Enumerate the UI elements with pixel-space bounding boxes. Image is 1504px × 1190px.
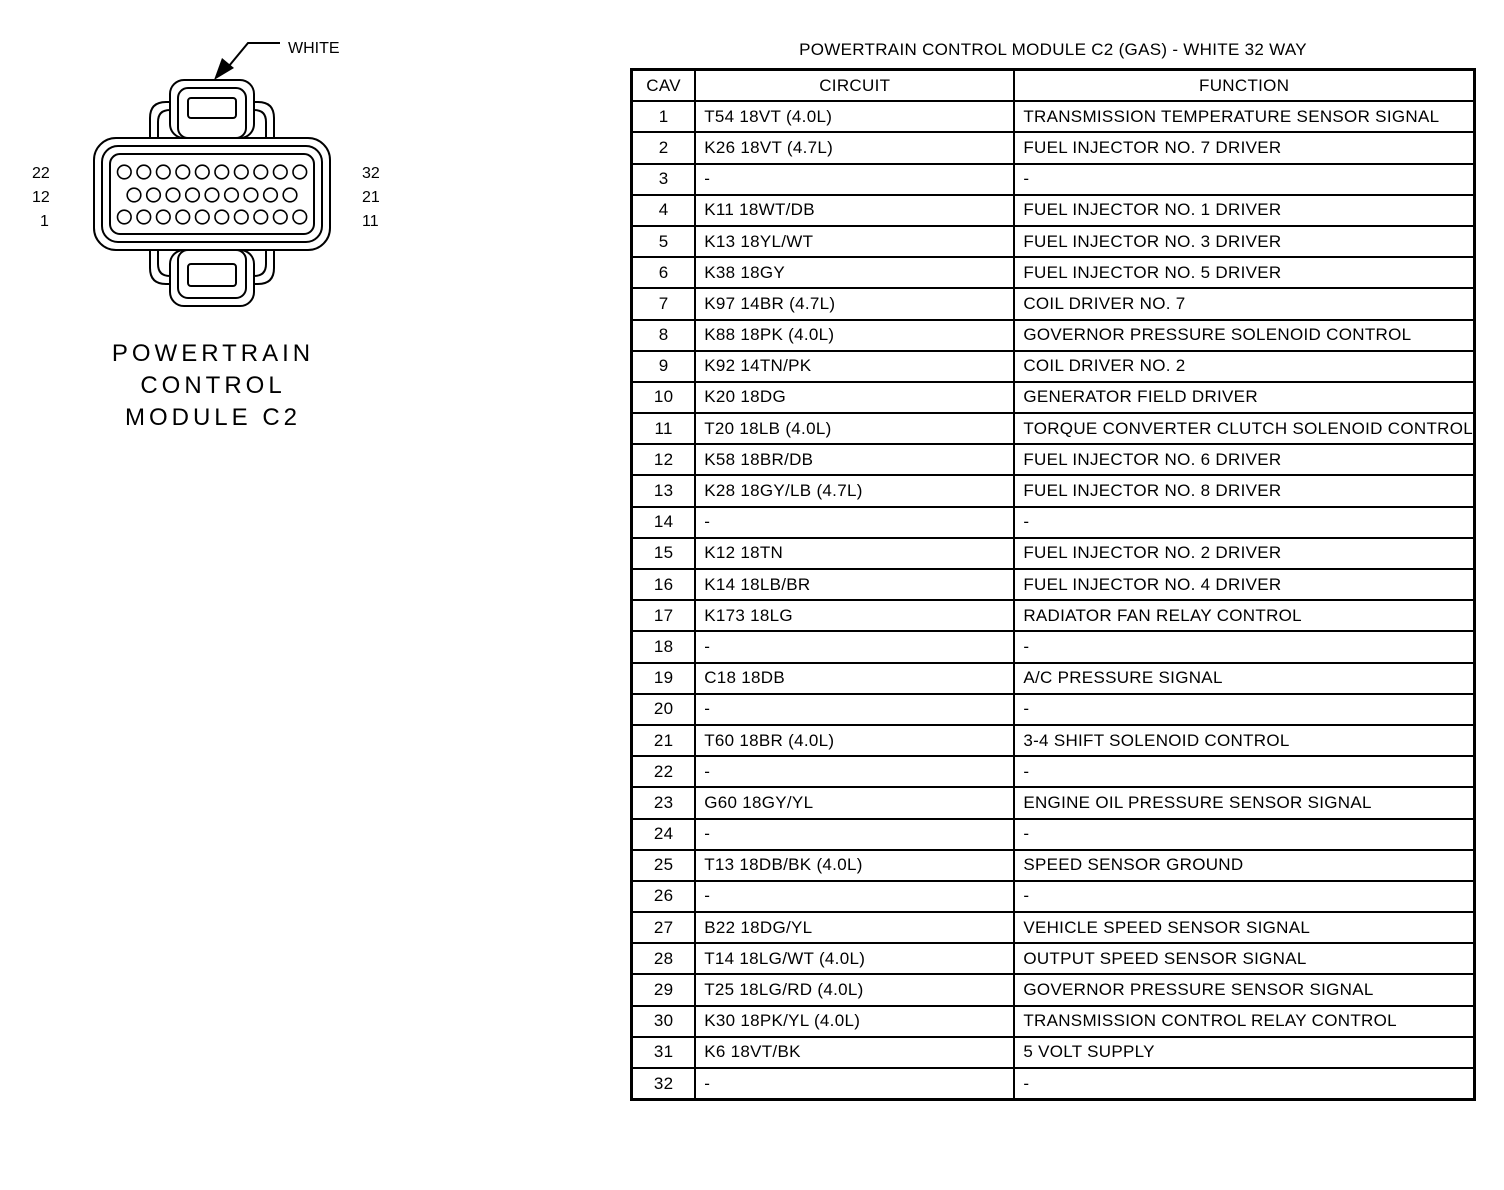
table-row bbox=[632, 756, 1475, 787]
row-labels-right bbox=[362, 165, 380, 230]
cav-cell: 11 bbox=[632, 413, 696, 444]
circuit-cell: K97 14BR (4.7L) bbox=[695, 288, 1014, 319]
function-cell: VEHICLE SPEED SENSOR SIGNAL bbox=[1014, 912, 1474, 943]
cav-cell: 4 bbox=[632, 195, 696, 226]
table-row bbox=[632, 881, 1475, 912]
connector-cavity bbox=[235, 210, 249, 224]
function-cell: SPEED SENSOR GROUND bbox=[1014, 850, 1474, 881]
circuit-cell: G60 18GY/YL bbox=[695, 787, 1014, 818]
function-cell: - bbox=[1014, 881, 1474, 912]
table-row bbox=[632, 694, 1475, 725]
connector-housing bbox=[94, 80, 330, 306]
circuit-cell: K11 18WT/DB bbox=[695, 195, 1014, 226]
table-row bbox=[632, 1068, 1475, 1100]
circuit-cell: K58 18BR/DB bbox=[695, 444, 1014, 475]
table-row bbox=[632, 507, 1475, 538]
circuit-cell: K88 18PK (4.0L) bbox=[695, 320, 1014, 351]
module-name-line-1: POWERTRAIN bbox=[111, 340, 315, 367]
cav-cell: 15 bbox=[632, 538, 696, 569]
cav-cell: 1 bbox=[632, 101, 696, 132]
table-row bbox=[632, 320, 1475, 351]
table-row bbox=[632, 787, 1475, 818]
circuit-cell: K14 18LB/BR bbox=[695, 569, 1014, 600]
function-cell: - bbox=[1014, 507, 1474, 538]
header-cav: CAV bbox=[632, 70, 696, 102]
function-cell: RADIATOR FAN RELAY CONTROL bbox=[1014, 600, 1474, 631]
circuit-cell: T60 18BR (4.0L) bbox=[695, 725, 1014, 756]
table-row bbox=[632, 226, 1475, 257]
cav-cell: 6 bbox=[632, 257, 696, 288]
cav-cell: 22 bbox=[632, 756, 696, 787]
function-cell: FUEL INJECTOR NO. 8 DRIVER bbox=[1014, 475, 1474, 506]
function-cell: - bbox=[1014, 164, 1474, 195]
function-cell: GOVERNOR PRESSURE SENSOR SIGNAL bbox=[1014, 974, 1474, 1005]
circuit-cell: K30 18PK/YL (4.0L) bbox=[695, 1006, 1014, 1037]
circuit-cell: K92 14TN/PK bbox=[695, 351, 1014, 382]
connector-cavity bbox=[176, 165, 190, 179]
connector-cavity bbox=[215, 165, 229, 179]
circuit-cell: K173 18LG bbox=[695, 600, 1014, 631]
cav-cell: 10 bbox=[632, 382, 696, 413]
row-label-right: 21 bbox=[362, 189, 380, 206]
connector-cavity bbox=[235, 165, 249, 179]
table-row bbox=[632, 819, 1475, 850]
connector-cavity bbox=[225, 188, 239, 202]
circuit-cell: - bbox=[695, 507, 1014, 538]
function-cell: - bbox=[1014, 1068, 1474, 1100]
cav-cell: 19 bbox=[632, 663, 696, 694]
table-row bbox=[632, 538, 1475, 569]
circuit-cell: C18 18DB bbox=[695, 663, 1014, 694]
function-cell: - bbox=[1014, 756, 1474, 787]
function-cell: FUEL INJECTOR NO. 5 DRIVER bbox=[1014, 257, 1474, 288]
connector-cavity bbox=[254, 165, 268, 179]
connector-cavity bbox=[205, 188, 219, 202]
circuit-cell: - bbox=[695, 694, 1014, 725]
table-row bbox=[632, 1037, 1475, 1068]
connector-cavity bbox=[118, 165, 132, 179]
table-row bbox=[632, 444, 1475, 475]
connector-cavity bbox=[137, 165, 151, 179]
table-row bbox=[632, 663, 1475, 694]
circuit-cell: K28 18GY/LB (4.7L) bbox=[695, 475, 1014, 506]
table-row bbox=[632, 631, 1475, 662]
table-row bbox=[632, 600, 1475, 631]
table-row bbox=[632, 288, 1475, 319]
circuit-cell: K20 18DG bbox=[695, 382, 1014, 413]
table-row bbox=[632, 101, 1475, 132]
function-cell: A/C PRESSURE SIGNAL bbox=[1014, 663, 1474, 694]
connector-cavity bbox=[264, 188, 278, 202]
cav-cell: 17 bbox=[632, 600, 696, 631]
circuit-cell: K12 18TN bbox=[695, 538, 1014, 569]
callout-arrowhead bbox=[214, 58, 234, 80]
table-title: POWERTRAIN CONTROL MODULE C2 (GAS) - WHITE 32 WAY bbox=[799, 40, 1307, 59]
connector-cavity bbox=[127, 188, 141, 202]
connector-cavity bbox=[137, 210, 151, 224]
cav-cell: 25 bbox=[632, 850, 696, 881]
connector-cavity bbox=[215, 210, 229, 224]
circuit-cell: T13 18DB/BK (4.0L) bbox=[695, 850, 1014, 881]
cav-cell: 18 bbox=[632, 631, 696, 662]
table-row bbox=[632, 912, 1475, 943]
cav-cell: 26 bbox=[632, 881, 696, 912]
table-row bbox=[632, 569, 1475, 600]
function-cell: - bbox=[1014, 694, 1474, 725]
pinout-table bbox=[630, 68, 1476, 1101]
circuit-cell: T54 18VT (4.0L) bbox=[695, 101, 1014, 132]
table-row bbox=[632, 195, 1475, 226]
cav-cell: 2 bbox=[632, 132, 696, 163]
connector-cavity bbox=[283, 188, 297, 202]
connector-cavity bbox=[274, 210, 288, 224]
cav-cell: 5 bbox=[632, 226, 696, 257]
connector-cavity bbox=[147, 188, 161, 202]
connector-cavity bbox=[157, 210, 171, 224]
table-row bbox=[632, 257, 1475, 288]
function-cell: FUEL INJECTOR NO. 1 DRIVER bbox=[1014, 195, 1474, 226]
cav-cell: 21 bbox=[632, 725, 696, 756]
connector-cavities bbox=[118, 165, 307, 224]
table-row bbox=[632, 725, 1475, 756]
cav-cell: 28 bbox=[632, 943, 696, 974]
function-cell: FUEL INJECTOR NO. 4 DRIVER bbox=[1014, 569, 1474, 600]
cav-cell: 24 bbox=[632, 819, 696, 850]
function-cell: 5 VOLT SUPPLY bbox=[1014, 1037, 1474, 1068]
cav-cell: 13 bbox=[632, 475, 696, 506]
function-cell: FUEL INJECTOR NO. 2 DRIVER bbox=[1014, 538, 1474, 569]
circuit-cell: B22 18DG/YL bbox=[695, 912, 1014, 943]
circuit-cell: - bbox=[695, 819, 1014, 850]
function-cell: TRANSMISSION CONTROL RELAY CONTROL bbox=[1014, 1006, 1474, 1037]
table-row bbox=[632, 475, 1475, 506]
table-row bbox=[632, 974, 1475, 1005]
connector-cavity bbox=[176, 210, 190, 224]
cav-cell: 16 bbox=[632, 569, 696, 600]
connector-cavity bbox=[118, 210, 132, 224]
circuit-cell: K38 18GY bbox=[695, 257, 1014, 288]
table-row bbox=[632, 132, 1475, 163]
pinout-rows bbox=[632, 101, 1475, 1100]
table-row bbox=[632, 382, 1475, 413]
cav-cell: 7 bbox=[632, 288, 696, 319]
cav-cell: 30 bbox=[632, 1006, 696, 1037]
function-cell: TORQUE CONVERTER CLUTCH SOLENOID CONTROL bbox=[1014, 413, 1474, 444]
cav-cell: 27 bbox=[632, 912, 696, 943]
table-header-row bbox=[632, 70, 1475, 102]
circuit-cell: T25 18LG/RD (4.0L) bbox=[695, 974, 1014, 1005]
table-row bbox=[632, 1006, 1475, 1037]
module-name-line-3: MODULE C2 bbox=[124, 404, 302, 431]
function-cell: - bbox=[1014, 819, 1474, 850]
connector-cavity bbox=[196, 210, 210, 224]
cav-cell: 29 bbox=[632, 974, 696, 1005]
circuit-cell: - bbox=[695, 164, 1014, 195]
function-cell: - bbox=[1014, 631, 1474, 662]
connector-cavity bbox=[274, 165, 288, 179]
function-cell: FUEL INJECTOR NO. 3 DRIVER bbox=[1014, 226, 1474, 257]
connector-cavity bbox=[293, 165, 307, 179]
connector-cavity bbox=[254, 210, 268, 224]
row-labels-left bbox=[32, 165, 50, 230]
table-row bbox=[632, 164, 1475, 195]
function-cell: GOVERNOR PRESSURE SOLENOID CONTROL bbox=[1014, 320, 1474, 351]
table-row bbox=[632, 850, 1475, 881]
function-cell: 3-4 SHIFT SOLENOID CONTROL bbox=[1014, 725, 1474, 756]
circuit-cell: K6 18VT/BK bbox=[695, 1037, 1014, 1068]
connector-cavity bbox=[293, 210, 307, 224]
cav-cell: 14 bbox=[632, 507, 696, 538]
row-label-left: 12 bbox=[32, 189, 50, 206]
function-cell: COIL DRIVER NO. 7 bbox=[1014, 288, 1474, 319]
function-cell: TRANSMISSION TEMPERATURE SENSOR SIGNAL bbox=[1014, 101, 1474, 132]
row-label-right: 32 bbox=[362, 165, 380, 182]
circuit-cell: - bbox=[695, 631, 1014, 662]
table-row bbox=[632, 351, 1475, 382]
circuit-cell: T20 18LB (4.0L) bbox=[695, 413, 1014, 444]
circuit-cell: K26 18VT (4.7L) bbox=[695, 132, 1014, 163]
connector-cavity bbox=[186, 188, 200, 202]
table-row bbox=[632, 413, 1475, 444]
connector-color-label: WHITE bbox=[288, 40, 340, 57]
table-row bbox=[632, 943, 1475, 974]
cav-cell: 9 bbox=[632, 351, 696, 382]
header-circuit: CIRCUIT bbox=[695, 70, 1014, 102]
function-cell: OUTPUT SPEED SENSOR SIGNAL bbox=[1014, 943, 1474, 974]
circuit-cell: - bbox=[695, 1068, 1014, 1100]
cav-cell: 8 bbox=[632, 320, 696, 351]
cav-cell: 3 bbox=[632, 164, 696, 195]
row-label-left: 1 bbox=[40, 213, 49, 230]
circuit-cell: - bbox=[695, 881, 1014, 912]
connector-cavity bbox=[244, 188, 258, 202]
row-label-right: 11 bbox=[362, 213, 379, 230]
function-cell: ENGINE OIL PRESSURE SENSOR SIGNAL bbox=[1014, 787, 1474, 818]
cav-cell: 32 bbox=[632, 1068, 696, 1100]
cav-cell: 12 bbox=[632, 444, 696, 475]
cav-cell: 31 bbox=[632, 1037, 696, 1068]
module-name-line-2: CONTROL bbox=[140, 372, 286, 399]
function-cell: COIL DRIVER NO. 2 bbox=[1014, 351, 1474, 382]
connector-cavity bbox=[166, 188, 180, 202]
function-cell: FUEL INJECTOR NO. 6 DRIVER bbox=[1014, 444, 1474, 475]
cav-cell: 20 bbox=[632, 694, 696, 725]
circuit-cell: - bbox=[695, 756, 1014, 787]
header-function: FUNCTION bbox=[1014, 70, 1474, 102]
connector-cavity bbox=[157, 165, 171, 179]
function-cell: GENERATOR FIELD DRIVER bbox=[1014, 382, 1474, 413]
connector-cavity bbox=[196, 165, 210, 179]
circuit-cell: K13 18YL/WT bbox=[695, 226, 1014, 257]
function-cell: FUEL INJECTOR NO. 7 DRIVER bbox=[1014, 132, 1474, 163]
circuit-cell: T14 18LG/WT (4.0L) bbox=[695, 943, 1014, 974]
cav-cell: 23 bbox=[632, 787, 696, 818]
row-label-left: 22 bbox=[32, 165, 50, 182]
